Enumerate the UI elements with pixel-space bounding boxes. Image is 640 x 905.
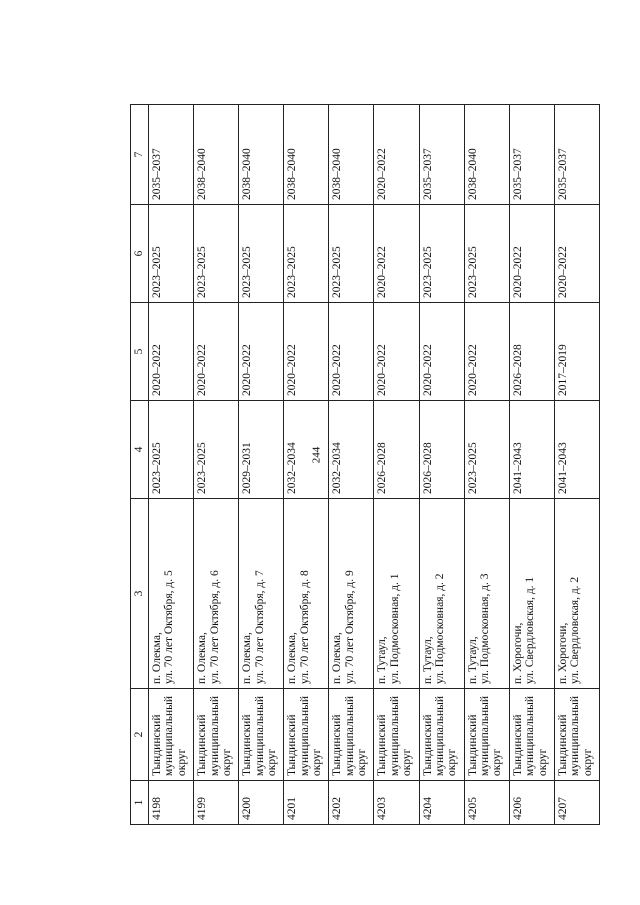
column-header-1: 1 — [131, 781, 149, 825]
cell-period-col4: 2041–2043 — [554, 401, 599, 499]
cell-row-number: 4207 — [554, 781, 599, 825]
cell-address: п. Хорогочи, ул. Свердловская, д. 1 — [509, 499, 554, 689]
table-body — [149, 105, 600, 825]
cell-period-col4: 2032–2034 — [329, 401, 374, 499]
table-row — [554, 105, 599, 825]
table-row — [194, 105, 239, 825]
cell-period-col6: 2023–2025 — [239, 205, 284, 303]
cell-address: п. Тутаул, ул. Подмосковная, д. 3 — [464, 499, 509, 689]
cell-period-col5: 2020–2022 — [464, 303, 509, 401]
column-header-7: 7 — [131, 105, 149, 205]
cell-period-col5: 2020–2022 — [194, 303, 239, 401]
cell-row-number: 4200 — [239, 781, 284, 825]
cell-district: Тындинский муниципальный округ — [419, 689, 464, 781]
cell-row-number: 4204 — [419, 781, 464, 825]
cell-period-col7: 2038–2040 — [239, 105, 284, 205]
table-row — [464, 105, 509, 825]
table-row — [239, 105, 284, 825]
cell-period-col5: 2020–2022 — [239, 303, 284, 401]
cell-district: Тындинский муниципальный округ — [464, 689, 509, 781]
cell-address: п. Олекма, ул. 70 лет Октября, д. 8 — [284, 499, 329, 689]
cell-period-col4: 2023–2025 — [149, 401, 194, 499]
cell-row-number: 4206 — [509, 781, 554, 825]
cell-address: п. Тутаул, ул. Подмосковная, д. 2 — [419, 499, 464, 689]
cell-period-col6: 2023–2025 — [284, 205, 329, 303]
column-header-5: 5 — [131, 303, 149, 401]
table-row — [149, 105, 194, 825]
cell-period-col6: 2023–2025 — [419, 205, 464, 303]
cell-period-col5: 2026–2028 — [509, 303, 554, 401]
cell-period-col4: 2029–2031 — [239, 401, 284, 499]
cell-row-number: 4198 — [149, 781, 194, 825]
cell-row-number: 4203 — [374, 781, 419, 825]
cell-period-col6: 2023–2025 — [329, 205, 374, 303]
cell-period-col4: 2041–2043 — [509, 401, 554, 499]
cell-period-col4: 2023–2025 — [464, 401, 509, 499]
cell-period-col7: 2035–2037 — [554, 105, 599, 205]
cell-period-col7: 2038–2040 — [329, 105, 374, 205]
cell-address: п. Олекма, ул. 70 лет Октября, д. 9 — [329, 499, 374, 689]
cell-period-col5: 2020–2022 — [284, 303, 329, 401]
cell-address: п. Олекма, ул. 70 лет Октября, д. 7 — [239, 499, 284, 689]
cell-period-col4: 2026–2028 — [374, 401, 419, 499]
cell-period-col6: 2023–2025 — [149, 205, 194, 303]
cell-period-col5: 2020–2022 — [149, 303, 194, 401]
cell-period-col7: 2035–2037 — [509, 105, 554, 205]
cell-address: п. Олекма, ул. 70 лет Октября, д. 5 — [149, 499, 194, 689]
cell-period-col7: 2038–2040 — [194, 105, 239, 205]
data-table — [130, 104, 600, 825]
cell-address: п. Хорогочи, ул. Свердловская, д. 2 — [554, 499, 599, 689]
cell-period-col7: 2038–2040 — [284, 105, 329, 205]
cell-district: Тындинский муниципальный округ — [149, 689, 194, 781]
cell-period-col5: 2020–2022 — [419, 303, 464, 401]
cell-row-number: 4199 — [194, 781, 239, 825]
cell-district: Тындинский муниципальный округ — [374, 689, 419, 781]
table-row — [419, 105, 464, 825]
cell-period-col7: 2038–2040 — [464, 105, 509, 205]
cell-row-number: 4201 — [284, 781, 329, 825]
cell-period-col6: 2020–2022 — [554, 205, 599, 303]
cell-period-col6: 2023–2025 — [194, 205, 239, 303]
cell-period-col5: 2017–2019 — [554, 303, 599, 401]
cell-period-col4: 2032–2034 — [284, 401, 329, 499]
table-row — [374, 105, 419, 825]
cell-period-col5: 2020–2022 — [329, 303, 374, 401]
cell-district: Тындинский муниципальный округ — [509, 689, 554, 781]
column-header-3: 3 — [131, 499, 149, 689]
cell-period-col7: 2020–2022 — [374, 105, 419, 205]
cell-district: Тындинский муниципальный округ — [284, 689, 329, 781]
column-header-2: 2 — [131, 689, 149, 781]
cell-period-col6: 2020–2022 — [509, 205, 554, 303]
cell-row-number: 4202 — [329, 781, 374, 825]
cell-period-col6: 2023–2025 — [464, 205, 509, 303]
cell-district: Тындинский муниципальный округ — [194, 689, 239, 781]
cell-address: п. Олекма, ул. 70 лет Октября, д. 6 — [194, 499, 239, 689]
cell-period-col6: 2020–2022 — [374, 205, 419, 303]
cell-row-number: 4205 — [464, 781, 509, 825]
cell-district: Тындинский муниципальный округ — [329, 689, 374, 781]
cell-period-col5: 2020–2022 — [374, 303, 419, 401]
cell-district: Тындинский муниципальный округ — [554, 689, 599, 781]
cell-period-col4: 2026–2028 — [419, 401, 464, 499]
cell-period-col7: 2035–2037 — [419, 105, 464, 205]
cell-district: Тындинский муниципальный округ — [239, 689, 284, 781]
cell-period-col4: 2023–2025 — [194, 401, 239, 499]
table-row — [509, 105, 554, 825]
table-header-row — [131, 105, 149, 825]
cell-period-col7: 2035–2037 — [149, 105, 194, 205]
table-row — [329, 105, 374, 825]
cell-address: п. Тутаул, ул. Подмосковная, д. 1 — [374, 499, 419, 689]
table-row — [284, 105, 329, 825]
column-header-6: 6 — [131, 205, 149, 303]
rotated-table-container — [130, 105, 600, 825]
page-number-text: 244 — [310, 446, 322, 464]
column-header-4: 4 — [131, 401, 149, 499]
